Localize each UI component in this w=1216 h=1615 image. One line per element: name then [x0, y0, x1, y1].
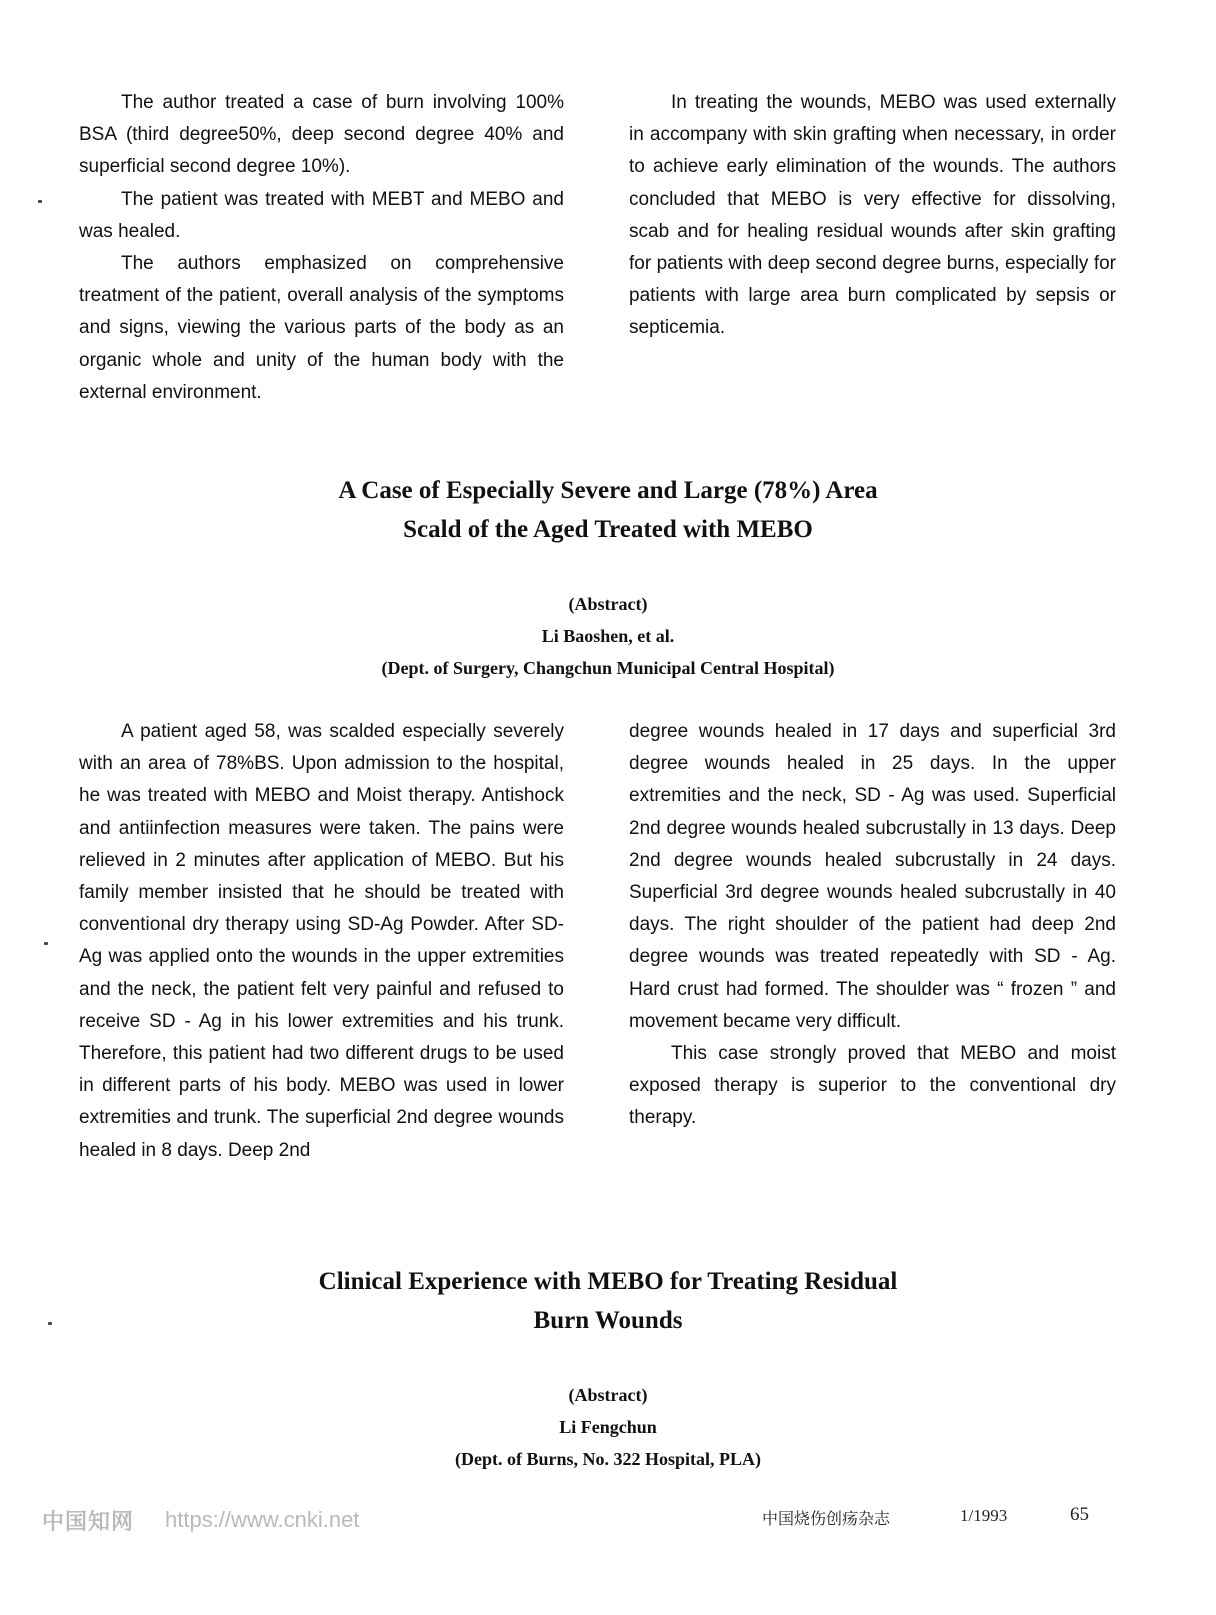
paragraph-continuation: degree wounds healed in 17 days and superficial 3rd degree wounds healed in 25 days. In the upper extremities and the neck, SD - Ag was used. Superficial 2nd degree wounds healed subcrustally in 13 days. Deep 2nd degree wounds healed subcrustally in 24 days. Superficial 3rd degree wounds healed subcrustally in 40 days. The right shoulder of the patient had deep 2nd degree wounds was treated repeatedly with SD - Ag. Hard crust had formed. The shoulder was “ frozen ” and movement became very difficult.: [629, 721, 1116, 1032]
article-byline: [160, 588, 1056, 684]
article-byline: [160, 1379, 1056, 1475]
issue-number: 1/1993: [960, 1506, 1008, 1525]
article-title-line: Clinical Experience with MEBO for Treating Residual: [318, 1268, 898, 1295]
article-right-column: [629, 716, 1116, 1135]
author-affiliation: (Dept. of Surgery, Changchun Municipal Central Hospital): [381, 658, 835, 678]
article-title-line: A Case of Especially Severe and Large (78%) Area: [338, 477, 878, 504]
author-name: Li Fengchun: [559, 1417, 657, 1437]
paragraph: In treating the wounds, MEBO was used externally in accompany with skin grafting when necessary, in order to achieve early elimination of the wounds. The authors concluded that MEBO is very effective for dissolving, scab and for healing residual wounds after skin grafting for patients with deep second degree burns, especially for patients with large area burn complicated by sepsis or septicemia.: [629, 92, 1116, 339]
article-left-column: [79, 716, 564, 1167]
cnki-watermark-logo: 中国知网: [42, 1510, 135, 1535]
abstract-label: (Abstract): [568, 594, 648, 614]
scan-speck: [44, 942, 48, 945]
top-right-column: [629, 87, 1116, 345]
scan-speck: [48, 1322, 52, 1325]
page-number: 65: [1070, 1504, 1089, 1525]
paragraph: The author treated a case of burn involving 100% BSA (third degree50%, deep second degree 40% and superficial second degree 10%).: [79, 92, 564, 178]
article-title-line: Scald of the Aged Treated with MEBO: [403, 516, 813, 543]
cnki-watermark-url: https://www.cnki.net: [165, 1507, 360, 1532]
article-title: [160, 471, 1056, 549]
author-affiliation: (Dept. of Burns, No. 322 Hospital, PLA): [454, 1449, 761, 1469]
top-left-column: [79, 87, 564, 409]
article-title: [160, 1262, 1056, 1340]
author-name: Li Baoshen, et al.: [541, 626, 675, 646]
abstract-label: (Abstract): [568, 1385, 648, 1405]
paragraph: The authors emphasized on comprehensive treatment of the patient, overall analysis of the symptoms and signs, viewing the various parts of the body as an organic whole and unity of the human body with the external environment.: [79, 253, 564, 403]
scan-speck: [38, 200, 42, 203]
page-footer: [0, 1502, 1216, 1542]
paragraph: The patient was treated with MEBT and MEBO and was healed.: [79, 188, 564, 242]
paragraph: This case strongly proved that MEBO and moist exposed therapy is superior to the conventional dry therapy.: [629, 1043, 1116, 1129]
paragraph: A patient aged 58, was scalded especially severely with an area of 78%BS. Upon admission to the hospital, he was treated with MEBO and Moist therapy. Antishock and antiinfection measures were taken. The pains were relieved in 2 minutes after application of MEBO. But his family member insisted that he should be treated with conventional dry therapy using SD-Ag Powder. After SD-Ag was applied onto the wounds in the upper extremities and the neck, the patient felt very painful and refused to receive SD - Ag in his lower extremities and his trunk. Therefore, this patient had two different drugs to be used in different parts of his body. MEBO was used in lower extremities and trunk. The superficial 2nd degree wounds healed in 8 days. Deep 2nd: [79, 721, 564, 1161]
journal-name: 中国烧伤创疡杂志: [762, 1509, 891, 1528]
article-title-line: Burn Wounds: [533, 1307, 683, 1334]
